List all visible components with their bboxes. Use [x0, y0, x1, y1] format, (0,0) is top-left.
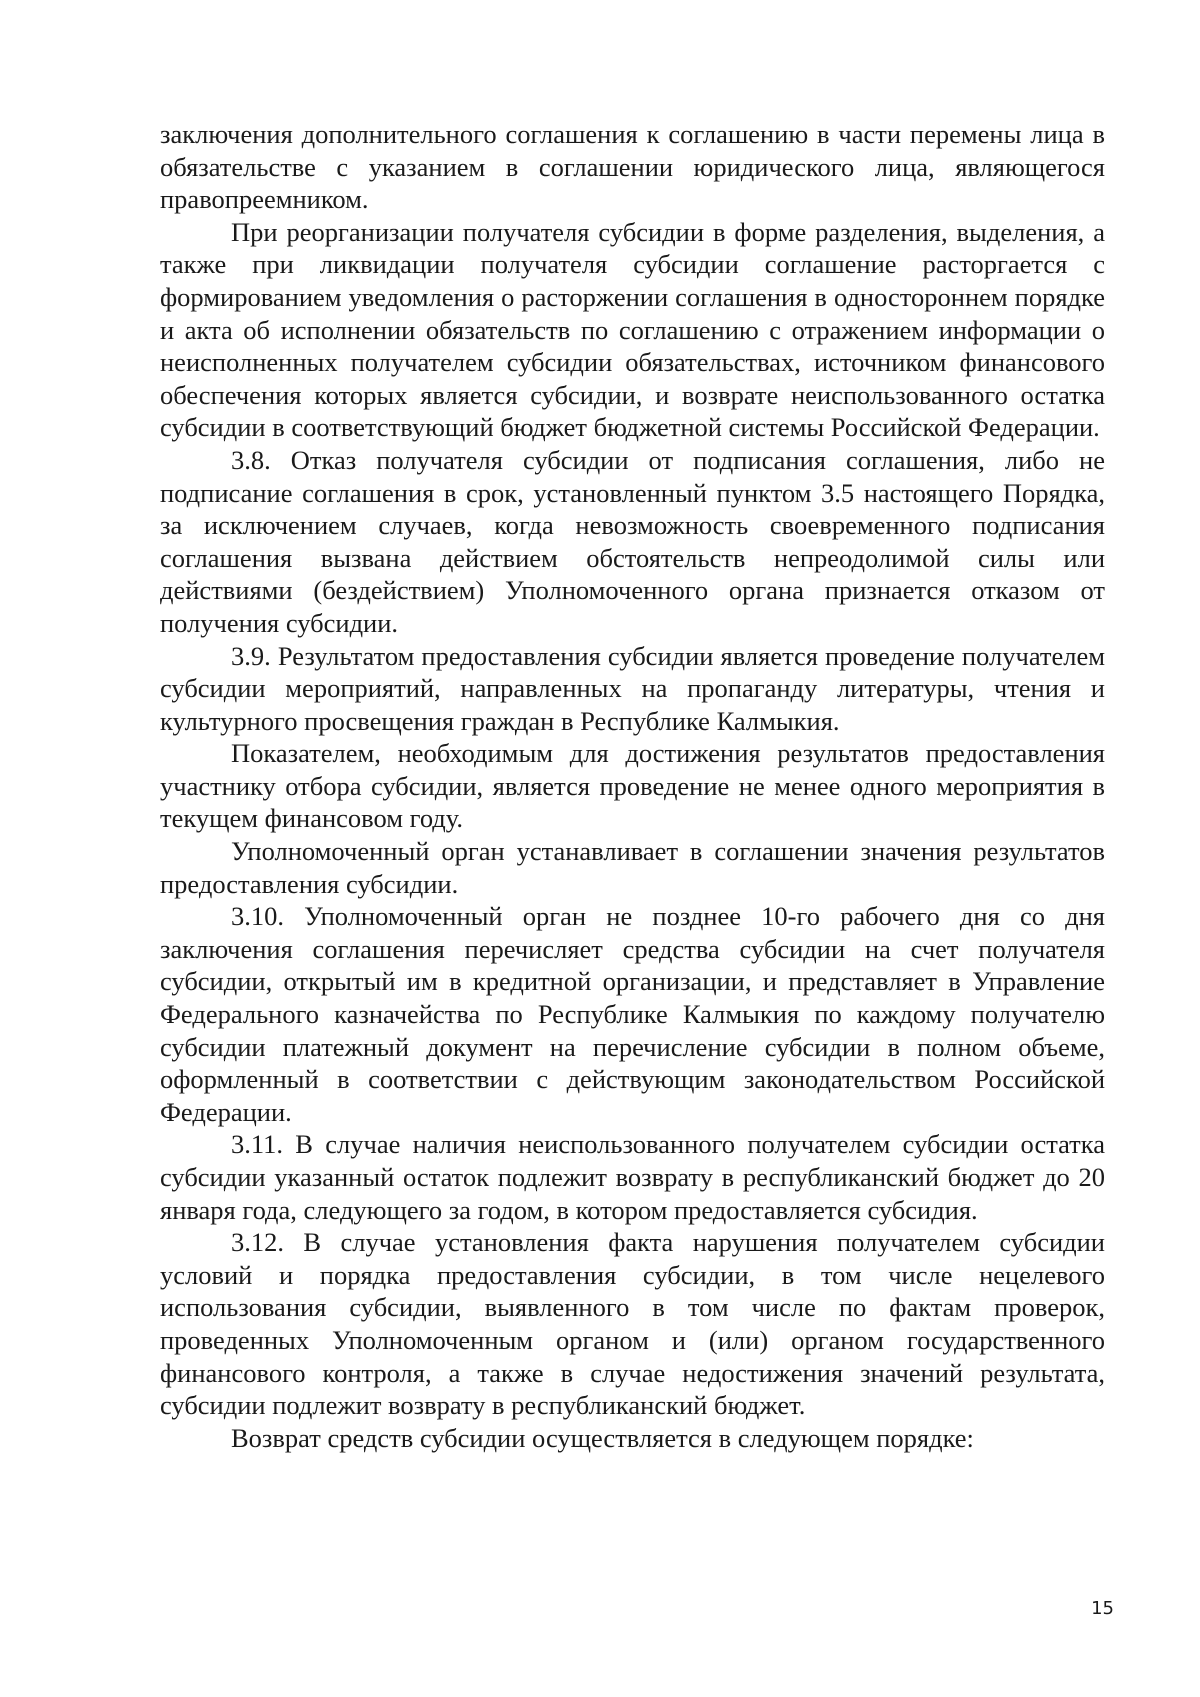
- paragraph-3-12: 3.12. В случае установления факта нарушения получателем субсидии условий и порядка предоставления субсидии, в том числе нецелевого использования субсидии, выявленного в том числе по фактам проверок, проведенных Уполномоченным органом и (или) органом государственного финансового контроля, а также в случае недостижения значений результата, субсидии подлежит возврату в республиканский бюджет.: [160, 1227, 1105, 1421]
- paragraph-return-procedure: Возврат средств субсидии осуществляется в следующем порядке:: [231, 1422, 974, 1453]
- paragraph-reorganization: При реорганизации получателя субсидии в форме разделения, выделения, а также при ликвидации получателя субсидии соглашение расторгается с формированием уведомления о расторжении соглашения в одностороннем порядке и акта об исполнении обязательств по соглашению с отражением информации о неисполненных получателем субсидии обязательствах, источником финансового обеспечения которых является субсидии, и возврате неиспользованного остатка субсидии в соответствующий бюджет бюджетной системы Российской Федерации.: [160, 216, 1105, 443]
- paragraph-3-10: 3.10. Уполномоченный орган не позднее 10-го рабочего дня со дня заключения соглашения перечисляет средства субсидии на счет получателя субсидии, открытый им в кредитной организации, и представляет в Управление Федерального казначейства по Республике Калмыкия по каждому получателю субсидии платежный документ на перечисление субсидии в полном объеме, оформленный в соответствии с действующим законодательством Российской Федерации.: [160, 901, 1105, 1127]
- page-number: 15: [1091, 1598, 1114, 1619]
- paragraph-continuation: заключения дополнительного соглашения к соглашению в части перемены лица в обязательстве с указанием в соглашении юридического лица, являющегося правопреемником.: [160, 119, 1105, 215]
- paragraph-3-11: 3.11. В случае наличия неиспользованного получателем субсидии остатка субсидии указанный остаток подлежит возврату в республиканский бюджет до 20 января года, следующего за годом, в котором предоставляется субсидия.: [160, 1129, 1105, 1225]
- paragraph-indicator: Показателем, необходимым для достижения результатов предоставления участнику отбора субсидии, является проведение не менее одного мероприятия в текущем финансовом году.: [160, 738, 1105, 834]
- paragraph-3-8: 3.8. Отказ получателя субсидии от подписания соглашения, либо не подписание соглашения в срок, установленный пунктом 3.5 настоящего Порядка, за исключением случаев, когда невозможность своевременного подписания соглашения вызвана действием обстоятельств непреодолимой силы или действиями (бездействием) Уполномоченного органа признается отказом от получения субсидии.: [160, 444, 1105, 638]
- document-body: [160, 118, 1105, 1454]
- paragraph-3-9: 3.9. Результатом предоставления субсидии является проведение получателем субсидии мероприятий, направленных на пропаганду литературы, чтения и культурного просвещения граждан в Республике Калмыкия.: [160, 640, 1105, 736]
- paragraph-authorized-body: Уполномоченный орган устанавливает в соглашении значения результатов предоставления субсидии.: [160, 836, 1105, 899]
